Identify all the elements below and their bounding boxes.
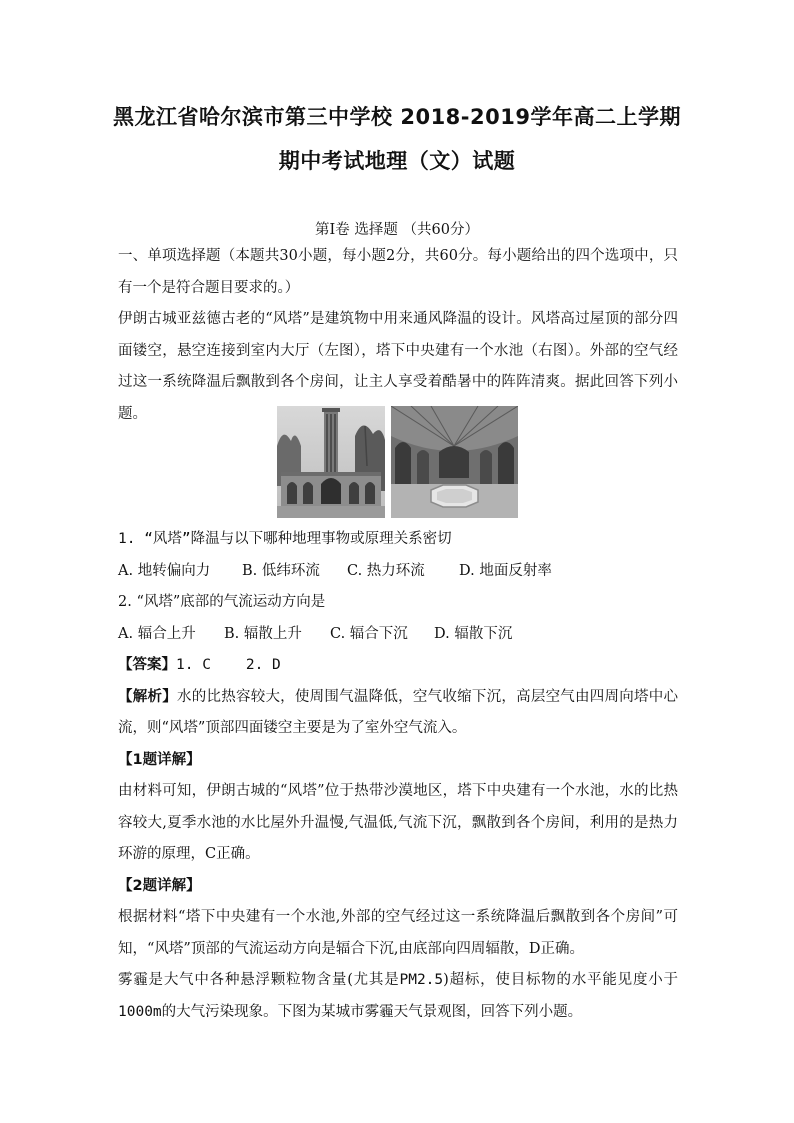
analysis-text: 水的比热容较大，使周围气温降低，空气收缩下沉，高层空气由四周向塔中心流，则“风塔”顶部四面镂空主要是为了室外空气流入。 — [118, 688, 679, 736]
question-2-stem: 2. “风塔”底部的气流运动方向是 — [118, 594, 326, 610]
questions-block — [118, 524, 678, 1028]
instructions-paragraph: 一、单项选择题（本题共30小题，每小题2分，共60分。每小题给出的四个选项中，只有一个是符合题目要求的。） — [118, 248, 678, 296]
q2-option-d: D. 辐散下沉 — [434, 625, 513, 642]
q1-option-a: A. 地转偏向力 — [118, 562, 211, 579]
detail-1-heading: 【1题详解】 — [118, 751, 201, 768]
wind-tower-photos — [277, 406, 518, 518]
section-heading: 第Ⅰ卷 选择题 （共60分） — [315, 222, 479, 238]
q1-option-c: C. 热力环流 — [347, 562, 425, 579]
exam-title-line2: 期中考试地理（文）试题 — [278, 149, 516, 173]
analysis-label: 【解析】 — [118, 688, 177, 705]
haze-pm: PM2.5 — [399, 972, 444, 988]
question-1-stem: 1. “风塔”降温与以下哪种地理事物或原理关系密切 — [118, 531, 452, 547]
q2-option-a: A. 辐合上升 — [118, 625, 196, 642]
haze-text-1: 雾霾是大气中各种悬浮颗粒物含量(尤其是 — [118, 972, 400, 988]
answer-label: 【答案】 — [118, 657, 176, 673]
q1-option-b: B. 低纬环流 — [242, 562, 320, 579]
answer-text: 1. C 2. D — [176, 657, 281, 673]
intro-block — [118, 241, 678, 430]
wind-tower-interior-pool-photo — [391, 406, 518, 518]
context-paragraph: 伊朗古城亚兹德古老的“风塔”是建筑物中用来通风降温的设计。风塔高过屋顶的部分四面镂空，悬空连接到室内大厅（左图），塔下中央建有一个水池（右图）。外部的空气经过这一系统降温后飘散到各个房间，让主人享受着酷暑中的阵阵清爽。据此回答下列小题。 — [118, 311, 678, 422]
detail-2-heading: 【2题详解】 — [118, 877, 201, 894]
analysis-paragraph — [118, 682, 678, 745]
exam-title-line1: 黑龙江省哈尔滨市第三中学校 2018-2019学年高二上学期 — [113, 105, 681, 129]
q1-option-d: D. 地面反射率 — [459, 562, 552, 579]
detail-1-text: 由材料可知，伊朗古城的“风塔”位于热带沙漠地区，塔下中央建有一个水池，水的比热容较大,夏季水池的水比屋外升温慢,气温低,气流下沉，飘散到各个房间，利用的是热力环游的原理，C正确。 — [118, 783, 678, 862]
question-2-options — [118, 619, 678, 651]
q2-option-b: B. 辐散上升 — [224, 625, 302, 642]
haze-text-3: 的大气污染现象。下图为某城市雾霾天气景观图，回答下列小题。 — [161, 1003, 583, 1020]
q2-option-c: C. 辐合下沉 — [330, 625, 408, 642]
wind-tower-exterior-photo — [277, 406, 385, 518]
haze-distance: 1000m — [118, 1003, 162, 1020]
detail-2-text: 根据材料“塔下中央建有一个水池,外部的空气经过这一系统降温后飘散到各个房间”可知，“风塔”顶部的气流运动方向是辐合下沉,由底部向四周辐散，D正确。 — [118, 909, 678, 957]
haze-paragraph — [118, 965, 678, 1028]
question-1-options — [118, 556, 678, 588]
answer-line — [118, 650, 678, 682]
haze-text-2: )超标，使目标物的水平能见度小于 — [443, 972, 679, 988]
